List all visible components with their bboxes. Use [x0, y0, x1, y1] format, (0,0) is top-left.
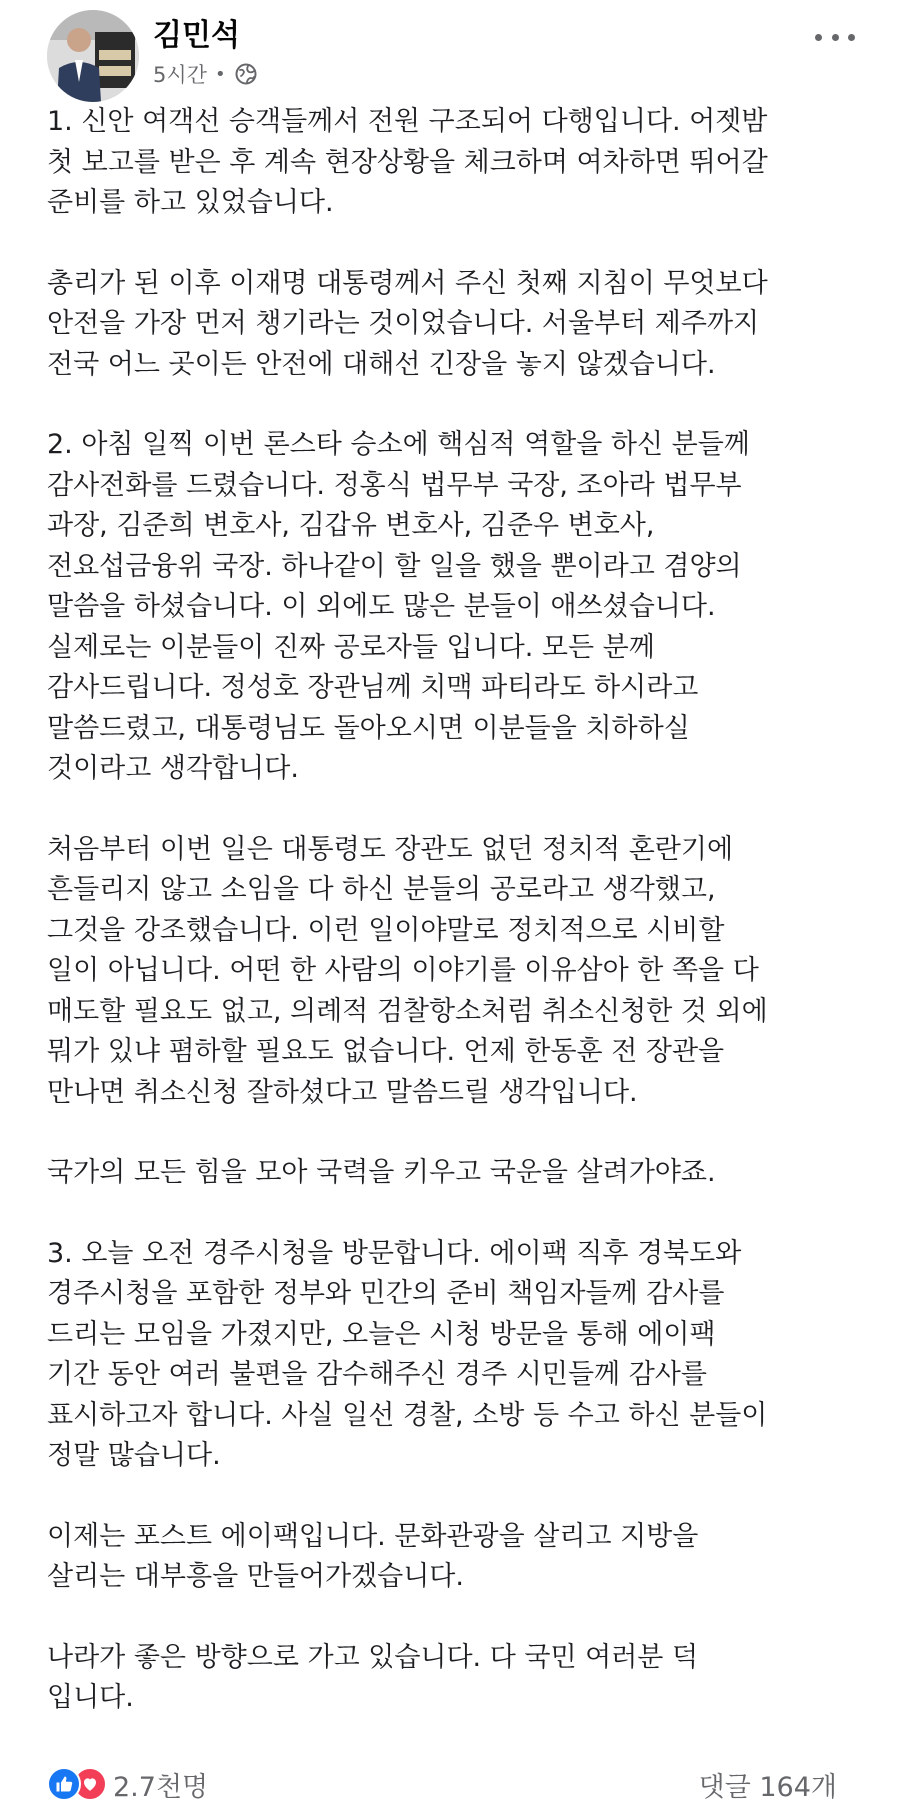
post-text-line: 감사드립니다. 정성호 장관님께 치맥 파티라도 하시라고 — [47, 672, 699, 703]
post-paragraph — [47, 1153, 867, 1194]
post-text-line: 첫 보고를 받은 후 계속 현장상황을 체크하며 여차하면 뛰어갈 — [47, 146, 768, 178]
post-meta — [153, 58, 258, 90]
post-text-line: 그것을 강조했습니다. 이런 일이야말로 정치적으로 시비할 — [47, 914, 725, 946]
post-text-line: 전요섭금융위 국장. 하나같이 할 일을 했을 뿐이라고 겸양의 — [47, 550, 742, 582]
more-options-icon[interactable] — [815, 30, 855, 44]
post-text-line: 실제로는 이분들이 진짜 공로자들 입니다. 모든 분께 — [47, 631, 655, 663]
avatar[interactable] — [47, 10, 139, 102]
post-text-line: 국가의 모든 힘을 모아 국력을 키우고 국운을 살려가야죠. — [47, 1157, 716, 1188]
post-text-line: 1. 신안 여객선 승객들께서 전원 구조되어 다행입니다. 어젯밤 — [47, 106, 768, 137]
post-text-line: 말씀드렸고, 대통령님도 돌아오시면 이분들을 치하하실 — [47, 712, 690, 744]
post-text-line: 감사전화를 드렸습니다. 정홍식 법무부 국장, 조아라 법무부 — [47, 469, 742, 501]
post-text-line: 입니다. — [47, 1682, 134, 1713]
post-text-line: 것이라고 생각합니다. — [47, 753, 299, 784]
post-text-line: 처음부터 이번 일은 대통령도 장관도 없던 정치적 혼란기에 — [47, 833, 734, 865]
post-text-line: 드리는 모임을 가졌지만, 오늘은 시청 방문을 통해 에이팩 — [47, 1318, 716, 1350]
post-paragraph — [47, 425, 867, 790]
post-time[interactable]: 5시간 — [153, 63, 207, 87]
post-text-line: 정말 많습니다. — [47, 1440, 221, 1471]
post-header — [0, 0, 900, 100]
avatar-photo — [47, 10, 139, 102]
post-paragraph — [47, 102, 867, 224]
post-paragraph — [47, 264, 867, 386]
post-paragraph — [47, 1638, 867, 1719]
post-text-line: 뭐가 있냐 폄하할 필요도 없습니다. 언제 한동훈 전 장관을 — [47, 1036, 725, 1067]
post-text-line: 흔들리지 않고 소임을 다 하신 분들의 공로라고 생각했고, — [47, 874, 716, 905]
post-text-line: 살리는 대부흥을 만들어가겠습니다. — [47, 1561, 464, 1592]
post-paragraph — [47, 830, 867, 1114]
post-footer — [47, 1762, 837, 1806]
post-text-line: 3. 오늘 오전 경주시청을 방문합니다. 에이팩 직후 경북도와 — [47, 1237, 742, 1269]
meta-separator: • — [214, 63, 226, 85]
reactions-summary[interactable] — [47, 1762, 208, 1806]
post-text-line: 말씀을 하셨습니다. 이 외에도 많은 분들이 애쓰셨습니다. — [47, 591, 716, 622]
author-name[interactable]: 김민석 — [153, 18, 240, 53]
post-text-line: 나라가 좋은 방향으로 가고 있습니다. 다 국민 여러분 덕 — [47, 1641, 699, 1673]
post-text-line: 과장, 김준희 변호사, 김갑유 변호사, 김준우 변호사, — [47, 510, 655, 541]
like-icon — [47, 1767, 81, 1801]
post-text-line: 안전을 가장 먼저 챙기라는 것이었습니다. 서울부터 제주까지 — [47, 308, 760, 339]
post-text-line: 총리가 된 이후 이재명 대통령께서 주신 첫째 지침이 무엇보다 — [47, 267, 768, 299]
reactions-count: 2.7천명 — [113, 1771, 209, 1803]
post-text-line: 준비를 하고 있었습니다. — [47, 187, 334, 218]
post-text-line: 전국 어느 곳이든 안전에 대해선 긴장을 놓지 않겠습니다. — [47, 348, 716, 380]
comments-count[interactable]: 댓글 164개 — [698, 1771, 837, 1803]
post-text-line: 표시하고자 합니다. 사실 일선 경찰, 소방 등 수고 하신 분들이 — [47, 1399, 768, 1431]
globe-icon[interactable] — [234, 62, 258, 86]
post-text-line: 매도할 필요도 없고, 의례적 검찰항소처럼 취소신청한 것 외에 — [47, 995, 768, 1027]
post-text-line: 일이 아닙니다. 어떤 한 사람의 이야기를 이유삼아 한 쪽을 다 — [47, 955, 759, 986]
post-paragraph — [47, 1234, 867, 1477]
post-paragraph — [47, 1517, 867, 1598]
post-text-line: 만나면 취소신청 잘하셨다고 말씀드릴 생각입니다. — [47, 1076, 638, 1108]
post-text-line: 기간 동안 여러 불편을 감수해주신 경주 시민들께 감사를 — [47, 1359, 707, 1390]
post-text-line: 이제는 포스트 에이팩입니다. 문화관광을 살리고 지방을 — [47, 1520, 699, 1552]
post-text-line: 경주시청을 포함한 정부와 민간의 준비 책임자들께 감사를 — [47, 1278, 725, 1309]
post-body — [47, 102, 867, 1759]
post-text-line: 2. 아침 일찍 이번 론스타 승소에 핵심적 역할을 하신 분들께 — [47, 429, 750, 460]
